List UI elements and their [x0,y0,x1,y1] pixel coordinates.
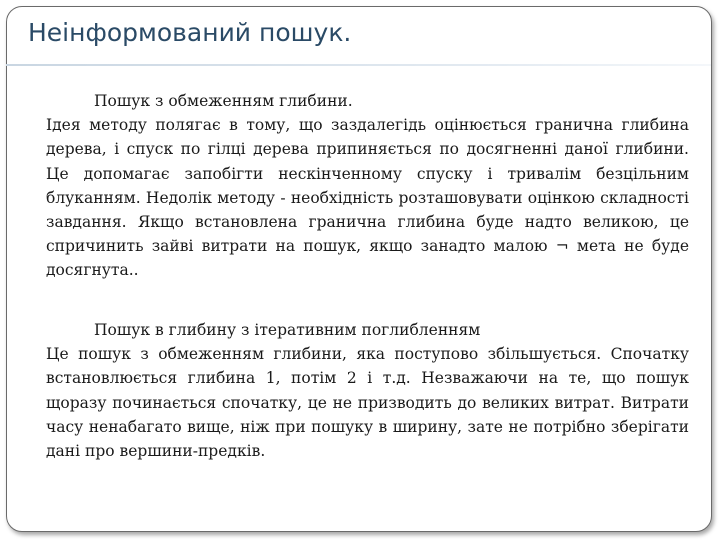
section-body-iterative-deepening: Це пошук з обмеженням глибини, яка поступово збільшується. Спочатку встановлюється глибина 1, потім 2 і т.д. Незважаючи на те, що пошук щоразу починається спочатку, це не призводить до великих витрат. Витрати часу ненабагато вище, ніж при пошуку в ширину, зате не потрібно зберігати дані про вершини-предків. [46,345,689,461]
title-divider [6,64,711,66]
section-iterative-deepening-search [46,318,689,463]
slide-title: Неінформований пошук. [28,18,352,47]
section-body-depth-limited: Ідея методу полягає в тому, що заздалегідь оцінюється гранична глибина дерева, і спуск по гілці дерева припиняється по досягненні даної глибини. Це допомагає запобігти нескінченному спуску і тривалім безцільним блуканням. Недолік методу - необхідність розташовувати оцінкою складності завдання. Якщо встановлена гранична глибина буде надто великою, це спричинить зайві витрати на пошук, якщо занадто малою ¬ мета не буде досягнута.. [46,116,689,280]
section-depth-limited-search [46,89,689,283]
section-heading-depth-limited: Пошук з обмеженням глибини. [94,92,353,110]
section-heading-iterative-deepening: Пошук в глибину з ітеративним поглибленням [94,321,481,339]
